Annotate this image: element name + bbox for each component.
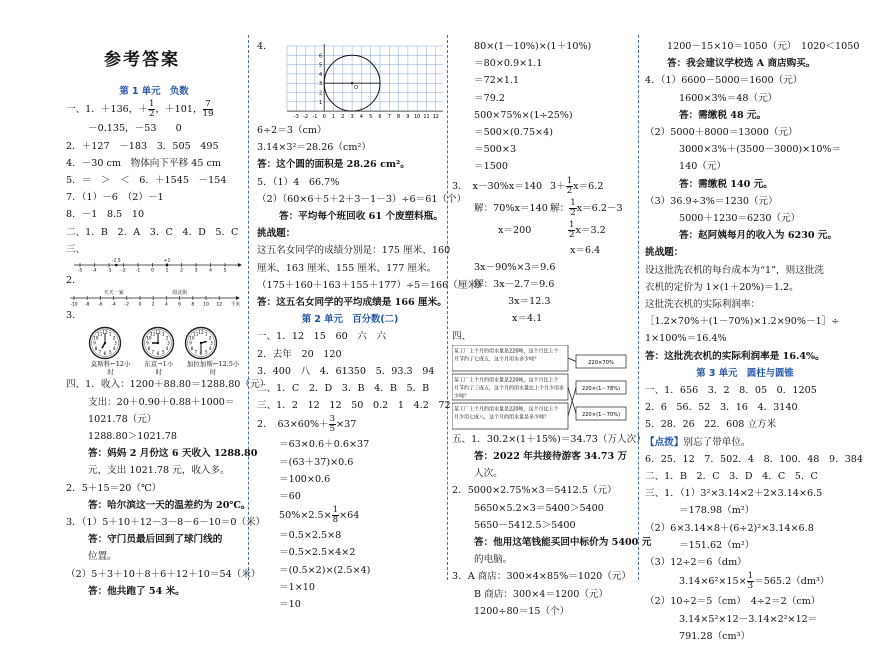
clock-numeral: 2 <box>166 335 169 341</box>
tick-label: 5 <box>223 268 227 273</box>
fraction: $\frac{1}{2}$ <box>569 219 575 240</box>
tick-label: 10 <box>203 302 209 308</box>
answer-line: 6÷2＝3（cm） <box>257 125 327 136</box>
tick-label: 8 <box>191 302 195 308</box>
clock-icon <box>184 326 218 360</box>
answer-line: 答：赵阿姨每月的收入为 6230 元。 <box>679 230 838 242</box>
x-tick-label: 8 <box>396 114 400 121</box>
question-number: 4． <box>257 41 273 52</box>
point-marker <box>115 264 118 267</box>
tick-label: 12 <box>216 302 223 308</box>
answer-line: 三、1．2 12 12 50 0.2 1 4.2 72 <box>257 400 451 412</box>
match-line <box>568 358 576 362</box>
x-tick-label: 1 <box>331 114 335 121</box>
answer-line: （2）5000＋8000＝13000（元） <box>645 127 798 139</box>
problem-text: 月少用七成八，这个月的用水量是多少吨？ <box>454 414 550 421</box>
clock-icon <box>141 326 175 360</box>
x-tick-label: -2 <box>302 114 308 121</box>
answer-line: 答：他共跑了 54 米。 <box>88 585 185 597</box>
answer-line: 四、 <box>452 330 472 342</box>
axis-unit: 千米 <box>231 302 240 308</box>
x-tick-label: 11 <box>423 114 430 121</box>
tick-label: -8 <box>84 302 90 308</box>
answer-line: 2．去年 20 120 <box>257 348 342 360</box>
answer-line: 一、1．12 15 60 六 六 <box>257 331 387 343</box>
clock-numeral: 7 <box>151 350 155 356</box>
answer-line: 1021.78（元） <box>88 413 157 425</box>
point-label: -2.5 <box>111 258 121 264</box>
tick-label: 3 <box>194 268 198 273</box>
answer-line: 8．－1 8.5 10 <box>66 209 145 221</box>
clock-numeral: 10 <box>146 335 152 341</box>
x-tick-label: -1 <box>312 114 318 121</box>
answer-line: 1288.80＞1021.78 <box>88 431 177 443</box>
answer-line: 挑战题： <box>257 228 296 240</box>
matching-diagram <box>452 345 632 431</box>
y-tick-label: 3 <box>318 81 322 88</box>
clock-caption: 莫斯科←12小时 <box>90 360 131 377</box>
x-tick-label: 0 <box>322 114 326 121</box>
answer-line: 元，支出 1021.78 元，收入多。 <box>88 465 230 477</box>
column-3 <box>452 38 652 620</box>
answer-line: x＝4.1 <box>512 313 543 325</box>
point-label: 周北街 <box>172 290 188 297</box>
answer-line: 三、1．（1）3²×3.14×2＋2×3.14×6.5 <box>645 488 823 500</box>
tick-label: -2 <box>124 302 130 308</box>
answer-line: 这五名女同学的成绩分别是：175 厘米、160 <box>257 245 451 257</box>
answer-line: ＝500×3 <box>474 144 517 156</box>
column-divider <box>638 35 639 580</box>
answer-line: 的电脑。 <box>474 554 513 566</box>
answer-line: ＝1×10 <box>279 581 315 593</box>
center-point <box>351 82 353 84</box>
clock-numeral: 2 <box>112 335 116 341</box>
answer-line: 解：3x－2.7＝9.6 <box>474 279 555 291</box>
answer-line: 791.28（cm³） <box>679 630 751 642</box>
unit-1-title: 第 1 单元 负数 <box>119 86 189 98</box>
clock-caption: 东京→1小时 <box>144 360 174 377</box>
answer-line: 答：平均每个班回收 61 个废塑料瓶。 <box>279 211 443 223</box>
problem-text: 某工厂上个月的用水量是220吨，这个月比上个 <box>454 406 559 413</box>
answer-line: 3．（1）5＋10＋12－3－8－6－10＝0（米） <box>66 517 266 529</box>
answer-line: 1×100%＝16.4% <box>645 333 727 345</box>
answer-line: （3）12÷2＝6（dm） <box>645 557 747 569</box>
answer-line: 2．5＋15＝20（℃） <box>66 482 162 494</box>
answer-line: ＝100×0.6 <box>279 473 331 485</box>
answer-line: 人次。 <box>474 468 503 480</box>
answer-line: 五、1．30.2×(1＋15%)＝34.73（万人次） <box>452 433 646 445</box>
answer-line: 答：我会建议学校选 A 商店购买。 <box>667 58 816 70</box>
answer-line: 7．（1）－6 （2）－1 <box>66 192 164 204</box>
answer-line: 2．6 56．52 3．16 4．3140 <box>645 402 798 414</box>
center-label: O <box>353 85 358 92</box>
tick-label: 4 <box>164 302 168 308</box>
clock-numeral: 1 <box>205 331 208 337</box>
answer-line: （2）6×3.14×8＋(6÷2)²×3.14×6.8 <box>645 522 814 534</box>
problem-text: 少吨？ <box>454 393 470 400</box>
tick-label: -6 <box>98 302 103 308</box>
x-tick-label: 6 <box>378 114 382 121</box>
answer-line: 二、1．B 2．C 3．D 4．C 5．C <box>645 471 818 483</box>
point-label: 天天一家 <box>103 290 124 297</box>
answer-line: 答：守门员最后回到了球门线的 <box>88 534 223 546</box>
clock-numeral: 7 <box>194 350 198 356</box>
answer-line: 140（元） <box>679 161 727 173</box>
answer-line: 5650×5.2×3＝5400＞5400 <box>474 502 604 514</box>
hint-tag: 【点拨】 <box>645 436 684 448</box>
circle-graph <box>273 42 443 122</box>
x-tick-label: -3 <box>293 114 299 121</box>
answer-line: ＝0.5×2.5×8 <box>279 530 342 542</box>
clock-numeral: 11 <box>150 331 156 337</box>
answer-line: ［1.2×70%＋(1－70%)×1.2×90%－1］÷ <box>645 316 840 328</box>
fraction: $\frac{1}{3}$ <box>747 571 754 592</box>
answer-line: 答：需缴税 48 元。 <box>679 109 767 121</box>
answer-line: 二、1．C 2．D 3．B 4．B 5．B <box>257 383 430 395</box>
y-tick-label: 4 <box>318 71 322 78</box>
answer-line: 答：需缴税 140 元。 <box>679 178 773 190</box>
problem-text: 月节约了三成五，这个月的用水量比上个月少用多 <box>454 385 565 392</box>
answer-line: 80×(1－10%)×(1＋10%) <box>474 41 592 52</box>
clock-center <box>104 342 106 344</box>
y-tick-label: 1 <box>318 99 322 106</box>
x-tick-label: 9 <box>406 114 410 121</box>
answer-line: 3x＝12.3 <box>508 296 551 308</box>
answer-line: 支出：20＋0.90＋0.88＋1000＝ <box>88 396 235 408</box>
fraction: $\frac{1}{2}$ <box>570 197 576 218</box>
unit-3-title: 第 3 单元 圆柱与圆锥 <box>696 367 794 379</box>
column-4 <box>645 38 864 645</box>
clock-numeral: 2 <box>208 335 212 341</box>
answer-line: 设这批洗衣机的每台成本为“1”，则这批洗 <box>645 264 825 276</box>
tick-label: 0 <box>138 302 142 308</box>
answer-line: 1600×3%＝48（元） <box>679 92 778 104</box>
x-tick-label: 2 <box>340 114 345 121</box>
answer-line: 答：妈妈 2 月份这 6 天收入 1288.80 <box>88 448 258 460</box>
answer-line: 3． <box>66 310 82 322</box>
answer-line: 5650－5412.5＞5400 <box>474 519 576 531</box>
answer-line: ＝63×0.6＋0.6×37 <box>279 439 370 451</box>
answer-line: 50%×2.5× $\frac{1}{8}$ ×64 <box>279 505 360 526</box>
answer-line: 厘米、163 厘米、155 厘米、177 厘米。 <box>257 262 437 274</box>
tick-label: -4 <box>111 302 116 308</box>
answer-line: 四、1．收入：1200＋88.80＝1288.80（元） <box>66 379 270 391</box>
answer-line: ＝0.5×2.5×4×2 <box>279 547 356 559</box>
answer-line: ＝500×(0.75×4) <box>474 127 553 139</box>
clock-numeral: 3 <box>210 341 214 347</box>
answer-line: ＝10 <box>279 599 301 611</box>
clock-numeral: 11 <box>193 331 199 337</box>
clock-numeral: 4 <box>166 346 169 352</box>
answer-line: ＝151.62（m²） <box>679 539 755 551</box>
number-line-1 <box>66 258 242 272</box>
tick-label: 1 <box>165 268 169 273</box>
answer-line: 【点拨】别忘了带单位。 <box>645 436 751 448</box>
tick-label: -2 <box>121 268 126 273</box>
answer-line: 位置。 <box>88 551 117 563</box>
number-line-2 <box>66 289 242 307</box>
tick-label: -4 <box>92 268 97 273</box>
answer-line: 5．（1）4 66.7% <box>257 176 340 188</box>
answer-line: 3． x－30%x＝140 3＋ $\frac{1}{2}$ x＝6.2 <box>452 175 604 196</box>
answer-line: ＝79.2 <box>474 92 505 104</box>
answer-line: 3．A 商店：300×4×85%＝1020（元） <box>452 571 632 583</box>
answer-line: 3000×3%＋(3500－3000)×10%＝ <box>679 144 842 156</box>
clock-numeral: 12 <box>198 330 204 336</box>
unit-2-title: 第 2 单元 百分数(二) <box>301 314 399 326</box>
clock-numeral: 12 <box>155 330 161 336</box>
tick-label: 4 <box>209 268 212 273</box>
point-label: +1 <box>163 258 171 264</box>
expression-text: 220×(1－70%) <box>581 411 621 418</box>
clock-numeral: 1 <box>162 331 165 337</box>
x-tick-label: 5 <box>368 114 372 121</box>
column-divider <box>447 35 448 580</box>
clock-numeral: 5 <box>162 350 165 356</box>
x-tick-label: 7 <box>387 114 391 121</box>
answer-line: ＝60 <box>279 491 301 503</box>
answer-line: 三、 <box>66 243 86 255</box>
page-title: 参考答案 <box>104 50 180 70</box>
answer-line: 答：这五名女同学的平均成绩是 166 厘米。 <box>257 297 447 309</box>
answer-line: 一、1．＋136，＋ $\frac{1}{2}$ ，＋101， $\frac{7}{19}$ <box>66 99 214 120</box>
clock-numeral: 5 <box>205 350 208 356</box>
clock-numeral: 8 <box>190 346 194 352</box>
fraction: $\frac{1}{2}$ <box>148 99 155 120</box>
expression-text: 220×70% <box>588 359 614 366</box>
clock-face <box>184 326 242 376</box>
answer-line: 2． 63×60%＋ $\frac{3}{5}$ ×37 <box>257 414 357 435</box>
clock-numeral: 6 <box>156 351 160 357</box>
clock-center <box>200 342 202 344</box>
answer-line: ＝1500 <box>474 161 509 173</box>
tick-label: -10 <box>70 302 78 308</box>
clock-numeral: 9 <box>93 341 96 347</box>
answer-line: ＝178.98（m²） <box>679 505 755 517</box>
clock-numeral: 11 <box>97 331 103 337</box>
answer-line: x＝6.4 <box>570 244 601 256</box>
answer-line: 答：这个圆的面积是 28.26 cm²。 <box>257 159 410 171</box>
answer-line: 3.14×5²×12－3.14×2²×12＝ <box>679 613 818 625</box>
clock-numeral: 8 <box>94 346 98 352</box>
answer-line: 5000＋1230＝6230（元） <box>679 213 801 225</box>
tick-label: -1 <box>135 268 141 273</box>
answer-line: 答：哈尔滨这一天的温差约为 20℃。 <box>88 499 251 511</box>
answer-line: 衣机的定价为 1×(1＋20%)＝1.2。 <box>645 281 799 293</box>
x-tick-label: 3 <box>350 114 354 121</box>
answer-line: 2．＋127 －183 3．505 495 <box>66 140 219 152</box>
answer-line: 这批洗衣机的实际利润率： <box>645 299 761 311</box>
answer-line: ＝(63＋37)×0.6 <box>279 456 354 468</box>
clock-face <box>141 326 176 376</box>
answer-line: 解：70%x＝140 解： $\frac{1}{2}$ x＝6.2－3 <box>474 197 623 218</box>
fraction: $\frac{1}{2}$ <box>566 175 573 196</box>
answer-line: B 商店：300×4＝1200（元） <box>474 588 609 600</box>
clock-numeral: 12 <box>102 330 108 336</box>
column-1 <box>66 38 270 600</box>
clock-icon <box>88 326 122 360</box>
answer-line: 1200－15×10＝1050（元） 1020＜1050 <box>667 41 860 52</box>
answer-line: 答：2022 年共接待游客 34.73 万 <box>474 451 628 463</box>
answer-line: 一、1．656 3．2 8．05 0．1205 <box>645 385 817 397</box>
clock-numeral: 7 <box>98 350 102 356</box>
fraction: $\frac{3}{5}$ <box>329 414 336 435</box>
answer-line: 答：这批洗衣机的实际利润率是 16.4%。 <box>645 350 825 362</box>
answer-line: 二、1．B 2．A 3．C 4．D 5．C <box>66 226 239 238</box>
fraction: $\frac{7}{19}$ <box>202 99 214 120</box>
point-marker <box>166 264 169 267</box>
clock-center <box>157 342 159 344</box>
clock-numeral: 5 <box>108 350 112 356</box>
tick-label: 2 <box>180 268 183 273</box>
answer-line: 4．（1）6600－5000＝1600（元） <box>645 75 803 87</box>
clock-numeral: 9 <box>146 341 150 347</box>
answer-line: （175＋160＋163＋155＋177）÷5＝166（厘米） <box>257 279 487 291</box>
answer-line: （3）36.9÷3%＝1230（元） <box>645 195 778 207</box>
answer-line: （2）10÷2＝5（cm） 4÷2＝2（cm） <box>645 596 821 608</box>
tick-label: 2 <box>151 302 155 308</box>
answer-line: （2）（60×6＋5＋2＋3－1－3）÷6＝61（个） <box>257 193 467 205</box>
answer-line: 5．28．26 22．608 立方米 <box>645 419 777 431</box>
clock-numeral: 4 <box>208 346 212 352</box>
answer-line: 2． <box>66 275 82 287</box>
clock-numeral: 3 <box>114 341 117 347</box>
x-tick-label: 10 <box>413 114 421 121</box>
answer-line: 6．25．12 7．502．4 8．100．48 9．384 <box>645 453 864 465</box>
clock-numeral: 10 <box>93 335 99 341</box>
clock-numeral: 10 <box>189 335 195 341</box>
answer-line: 1200÷80＝15（个） <box>474 605 570 617</box>
problem-text: 月节约了七成五，这个月用水多少吨？ <box>454 356 540 363</box>
answer-line: x＝200 $\frac{1}{2}$ x＝3.2 <box>498 219 606 240</box>
answer-line: 4．－30 cm 物体向下平移 45 cm <box>66 157 221 169</box>
clock-numeral: 1 <box>108 331 112 337</box>
fraction: $\frac{1}{8}$ <box>332 505 339 526</box>
tick-label: 6 <box>178 302 182 308</box>
y-tick-label: 5 <box>318 62 322 69</box>
answer-line: ＝(0.5×2)×(2.5×4) <box>279 564 371 576</box>
y-tick-label: 2 <box>318 90 322 97</box>
clock-numeral: 9 <box>189 341 193 347</box>
answer-line: 500×75%×(1÷25%) <box>474 109 573 121</box>
y-tick-label: 6 <box>318 53 322 60</box>
answer-line: －0.135，－53 0 <box>88 123 182 135</box>
answer-line: （2）5＋3＋10＋8＋6＋12＋10＝54（米） <box>66 568 261 580</box>
x-tick-label: 12 <box>432 114 439 121</box>
tick-label: -5 <box>77 268 83 273</box>
answer-line: 3.14×6²×15× $\frac{1}{3}$ ＝565.2（dm³） <box>679 571 830 592</box>
clock-numeral: 3 <box>167 341 171 347</box>
clock-numeral: 6 <box>199 351 203 357</box>
answer-line: 2．5000×2.75%×3＝5412.5（元） <box>452 485 617 497</box>
clock-numeral: 6 <box>103 351 107 357</box>
answer-line: 答：他用这笔钱能买回中标价为 5400 元 <box>474 537 652 549</box>
x-tick-label: 4 <box>359 114 363 121</box>
clock-numeral: 4 <box>112 346 116 352</box>
answer-line: 5．＝ ＞ ＜ 6．＋1545 －154 <box>66 175 227 187</box>
answer-line: ＝80×0.9×1.1 <box>474 58 543 70</box>
answer-line: 3．400 八 4．61350 5．93.3 94 <box>257 365 435 377</box>
answer-line: 3x－90%×3＝9.6 <box>474 261 556 273</box>
clock-group <box>88 326 242 376</box>
answer-line: 挑战题： <box>645 247 684 259</box>
answer-line: ＝72×1.1 <box>474 75 520 87</box>
matching-lines <box>452 345 632 431</box>
clock-caption: 加拉加斯←12.5小时 <box>186 360 240 377</box>
tick-label: -3 <box>106 268 112 273</box>
clock-numeral: 8 <box>147 346 151 352</box>
clock-face <box>88 326 133 376</box>
answer-line: 3.14×3²＝28.26（cm²） <box>257 142 371 154</box>
problem-text: 某工厂上个月的用水量是220吨，这个月比上个 <box>454 348 559 355</box>
tick-label: 0 <box>151 268 154 273</box>
problem-text: 某工厂上个月的用水量是220吨，这个月比上个 <box>454 377 559 384</box>
expression-text: 220×(1－78%) <box>581 385 621 392</box>
